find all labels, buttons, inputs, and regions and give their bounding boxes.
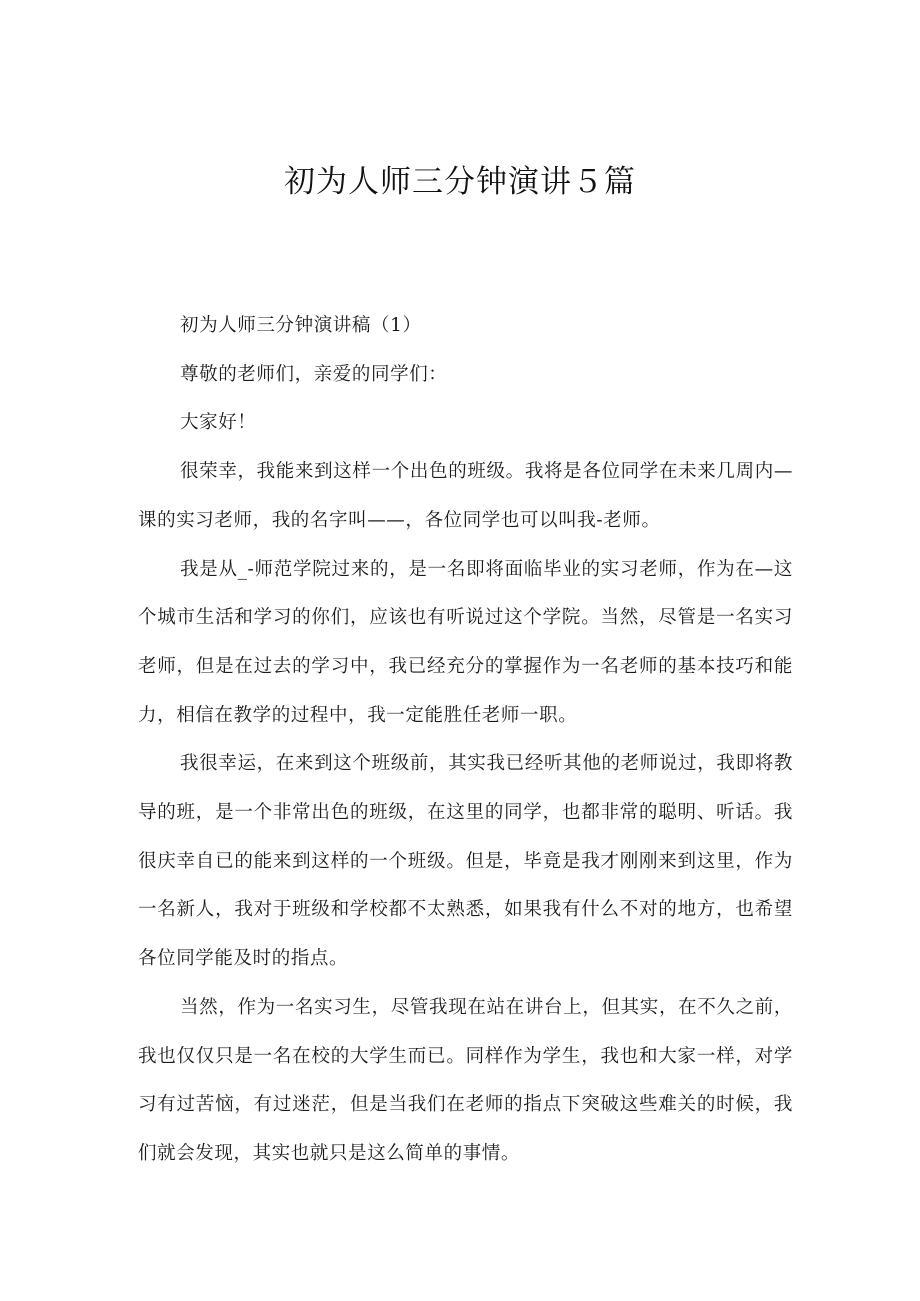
speech-subtitle: 初为人师三分钟演讲稿（1）: [180, 315, 422, 336]
speech-hello: 大家好！: [180, 412, 257, 434]
document-body: [138, 302, 793, 1179]
body-paragraph: 我很幸运，在来到这个班级前，其实我已经听其他的老师说过，我即将教导的班，是一个非常出色的班级，在这里的同学，也都非常的聪明、听话。我很庆幸自已的能来到这样的一个班级。但是，毕竟是我才刚刚来到这里，作为一名新人，我对于班级和学校都不太熟悉，如果我有什么不对的地方，也希望各位同学能及时的指点。: [138, 753, 793, 970]
body-paragraph: 很荣幸，我能来到这样一个出色的班级。我将是各位同学在未来几周内—课的实习老师，我的名字叫——，各位同学也可以叫我-老师。: [138, 461, 793, 531]
body-paragraph: 我是从_-师范学院过来的，是一名即将面临毕业的实习老师，作为在—这个城市生活和学习的你们，应该也有听说过这个学院。当然，尽管是一名实习老师，但是在过去的学习中，我已经充分的掌握作为一名老师的基本技巧和能力，相信在教学的过程中，我一定能胜任老师一职。: [138, 558, 793, 726]
document-title: 初为人师三分钟演讲５篇: [284, 164, 636, 200]
body-paragraph: 当然，作为一名实习生，尽管我现在站在讲台上，但其实，在不久之前，我也仅仅只是一名在校的大学生而已。同样作为学生，我也和大家一样，对学习有过苦恼，有过迷茫，但是当我们在老师的指点下突破这些难关的时候，我们就会发现，其实也就只是这么简单的事情。: [138, 996, 793, 1164]
speech-greeting: 尊敬的老师们，亲爱的同学们：: [180, 363, 448, 385]
